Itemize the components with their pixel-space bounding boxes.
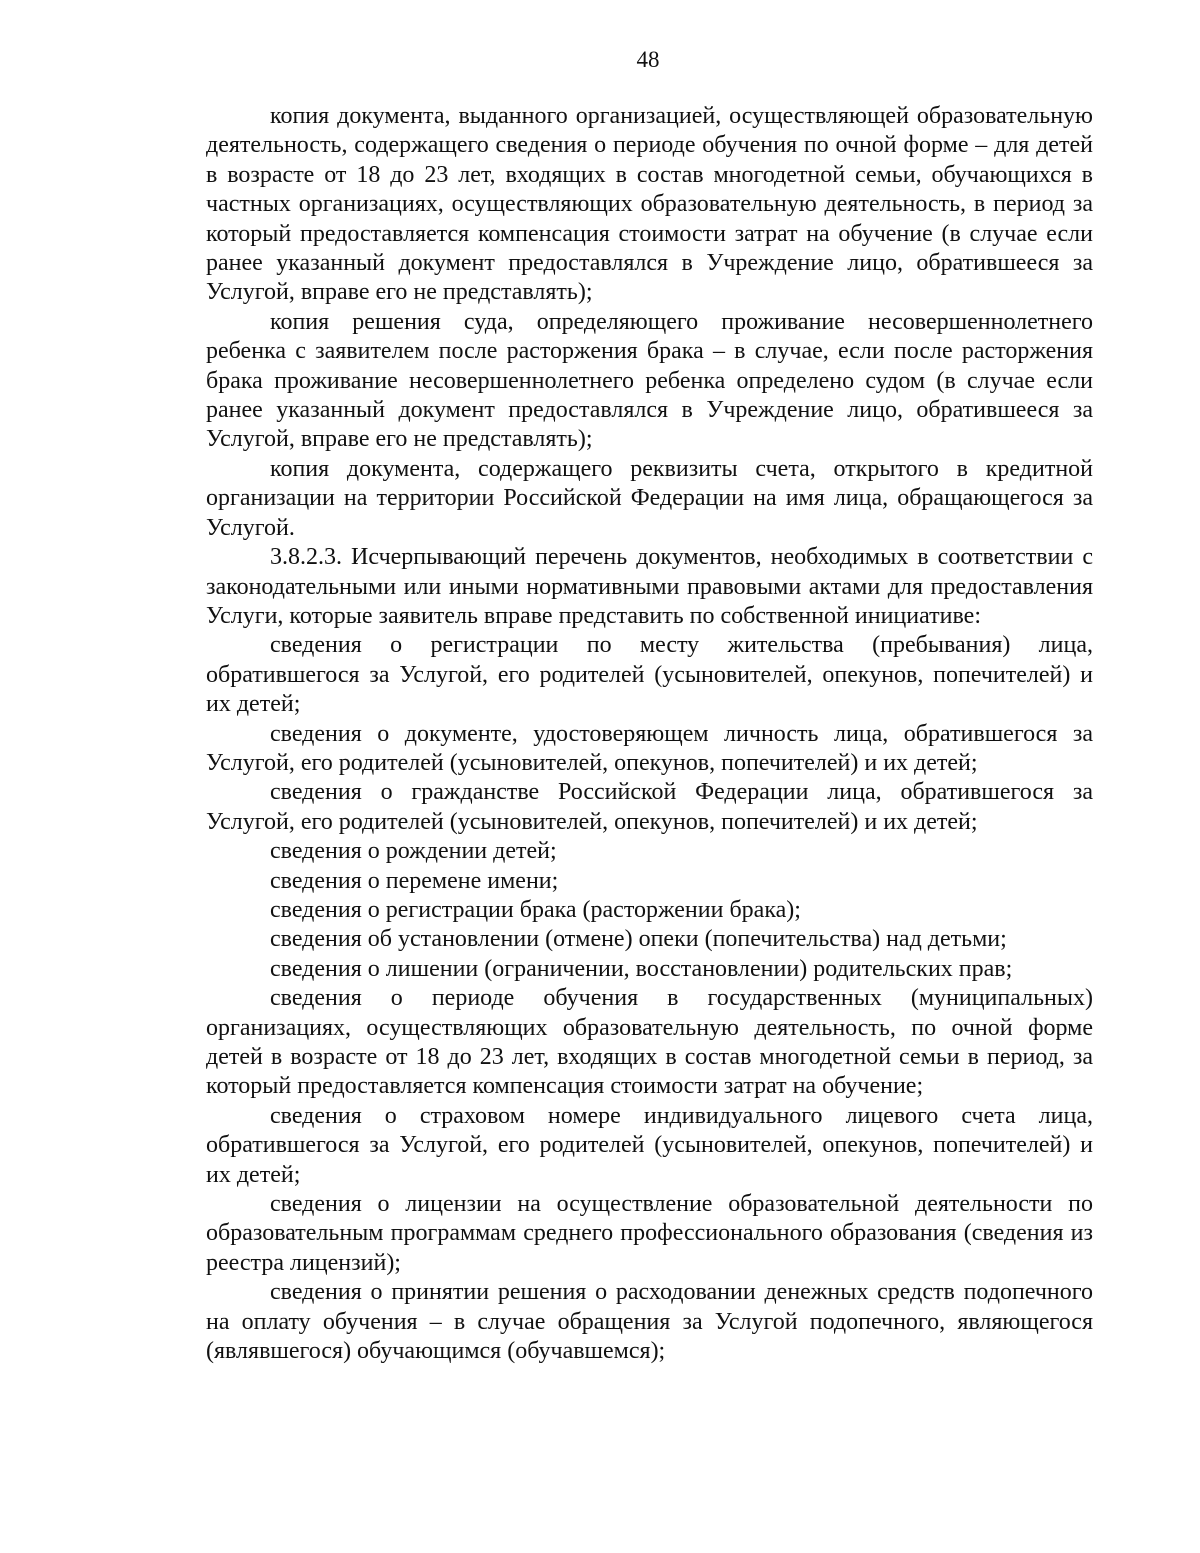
paragraph-insurance-number-info: сведения о страховом номере индивидуального лицевого счета лица, обратившегося за Услугой, его родителей (усыновителей, опекунов, попечителей) и их детей; [206,1102,1093,1188]
paragraph-education-document-copy: копия документа, выданного организацией, осуществляющей образовательную деятельность, содержащего сведения о периоде обучения по очной форме – для детей в возрасте от 18 до 23 лет, входящих в состав многодетной семьи, обучающихся в частных организациях, осуществляющих образовательную деятельность, в период за который предоставляется компенсация стоимости затрат на обучение (в случае если ранее указанный документ предоставлялся в Учреждение лицо, обратившееся за Услугой, вправе его не представлять); [206,103,1093,306]
paragraph-guardianship-info: сведения об установлении (отмене) опеки (попечительства) над детьми; [270,926,1007,953]
document-body [206,102,1093,1366]
page-number: 48 [636,47,660,72]
paragraph-birth-info: сведения о рождении детей; [270,838,557,865]
paragraph-license-info: сведения о лицензии на осуществление образовательной деятельности по образовательным программам среднего профессионального образования (сведения из реестра лицензий); [206,1191,1093,1276]
paragraph-ward-funds-decision-info: сведения о принятии решения о расходовании денежных средств подопечного на оплату обучения – в случае обращения за Услугой подопечного, являющегося (являвшегося) обучающимся (обучавшемся); [206,1279,1093,1365]
paragraph-citizenship-info: сведения о гражданстве Российской Федерации лица, обратившегося за Услугой, его родителей (усыновителей, опекунов, попечителей) и их детей; [206,779,1093,835]
paragraph-state-education-period-info: сведения о периоде обучения в государственных (муниципальных) организациях, осуществляющих образовательную деятельность, по очной форме детей в возрасте от 18 до 23 лет, входящих в состав многодетной семьи в период, за который предоставляется компенсация стоимости затрат на обучение; [206,985,1093,1100]
paragraph-bank-account-copy: копия документа, содержащего реквизиты счета, открытого в кредитной организации на территории Российской Федерации на имя лица, обращающегося за Услугой. [206,455,1093,541]
paragraph-court-decision-copy: копия решения суда, определяющего проживание несовершеннолетнего ребенка с заявителем после расторжения брака – в случае, если после расторжения брака проживание несовершеннолетнего ребенка определено судом (в случае если ранее указанный документ предоставлялся в Учреждение лицо, обратившееся за Услугой, вправе его не представлять); [206,308,1093,453]
paragraph-registration-info: сведения о регистрации по месту жительства (пребывания) лица, обратившегося за Услугой, его родителей (усыновителей, опекунов, попечителей) и их детей; [206,632,1093,718]
paragraph-section-3-8-2-3: 3.8.2.3. Исчерпывающий перечень документов, необходимых в соответствии с законодательными или иными нормативными правовыми актами для предоставления Услуги, которые заявитель вправе представить по собственной инициативе: [206,544,1093,629]
paragraph-identity-document-info: сведения о документе, удостоверяющем личность лица, обратившегося за Услугой, его родителей (усыновителей, опекунов, попечителей) и их детей; [206,720,1093,776]
paragraph-parental-rights-info: сведения о лишении (ограничении, восстановлении) родительских прав; [270,955,1013,982]
paragraph-name-change-info: сведения о перемене имени; [270,867,559,894]
paragraph-marriage-info: сведения о регистрации брака (расторжении брака); [270,896,801,923]
